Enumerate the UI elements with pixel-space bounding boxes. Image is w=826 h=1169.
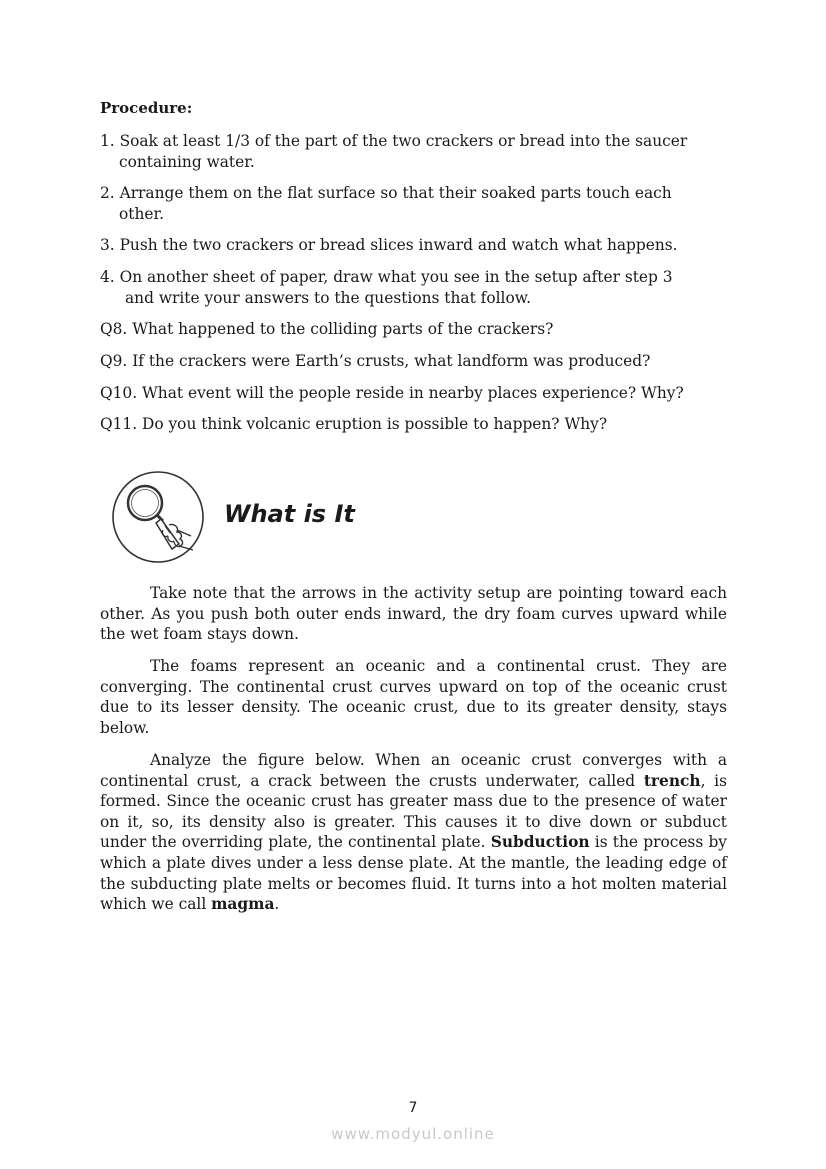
paragraph-2 [100, 656, 727, 738]
paragraph-1-text: Take note that the arrows in the activity setup are pointing toward each other. As you push both outer ends inward, the dry foam curves upward while the wet foam stays down. [100, 584, 727, 644]
step-2-line-1: 2. Arrange them on the flat surface so that their soaked parts touch each [100, 184, 672, 202]
step-3-line-1: 3. Push the two crackers or bread slices inward and watch what happens. [100, 236, 678, 254]
step-1-line-1: 1. Soak at least 1/3 of the part of the two crackers or bread into the saucer [100, 132, 688, 150]
term-magma: magma [211, 895, 275, 914]
section-title: What is It [224, 500, 355, 528]
question-q9: Q9. If the crackers were Earth’s crusts, what landform was produced? [100, 352, 651, 370]
term-subduction: Subduction [490, 833, 590, 852]
paragraph-2-text: The foams represent an oceanic and a continental crust. They are converging. The continental crust curves upward on top of the oceanic crust due to its lesser density. The oceanic crust, due to its greater density, stays below. [100, 657, 727, 737]
paragraph-3-text-c: , is formed. Since the oceanic crust has greater mass due to the presence of water on it, so, its density also is greater. This causes it to dive down or subduct under the overriding plate, the continental plate. [100, 771, 727, 852]
magnifying-glass-icon [111, 470, 205, 564]
question-q11: Q11. Do you think volcanic eruption is possible to happen? Why? [100, 415, 608, 433]
paragraph-3-text-g: . [274, 895, 280, 914]
step-4-line-1: 4. On another sheet of paper, draw what you see in the setup after step 3 [100, 268, 673, 286]
step-4-line-2: and write your answers to the questions that follow. [125, 289, 531, 307]
paragraph-3 [100, 750, 727, 915]
page-number: 7 [408, 1100, 418, 1116]
watermark: www.modyul.online [331, 1125, 495, 1143]
step-1-line-2: containing water. [119, 153, 255, 171]
procedure-heading: Procedure: [100, 99, 193, 117]
paragraph-1 [100, 583, 727, 645]
question-q8: Q8. What happened to the colliding parts of the crackers? [100, 320, 554, 338]
question-q10: Q10. What event will the people reside in nearby places experience? Why? [100, 384, 684, 402]
step-2-line-2: other. [119, 205, 165, 223]
term-trench: trench [643, 771, 701, 790]
paragraph-3-text-e: is the process by which a plate dives under a less dense plate. At the mantle, the leading edge of the subducting plate melts or becomes fluid. It turns into a hot molten material which we call [100, 833, 727, 914]
paragraph-3-text-a: Analyze the figure below. When an oceanic crust converges with a continental crust, a crack between the crusts underwater, called [100, 751, 727, 790]
